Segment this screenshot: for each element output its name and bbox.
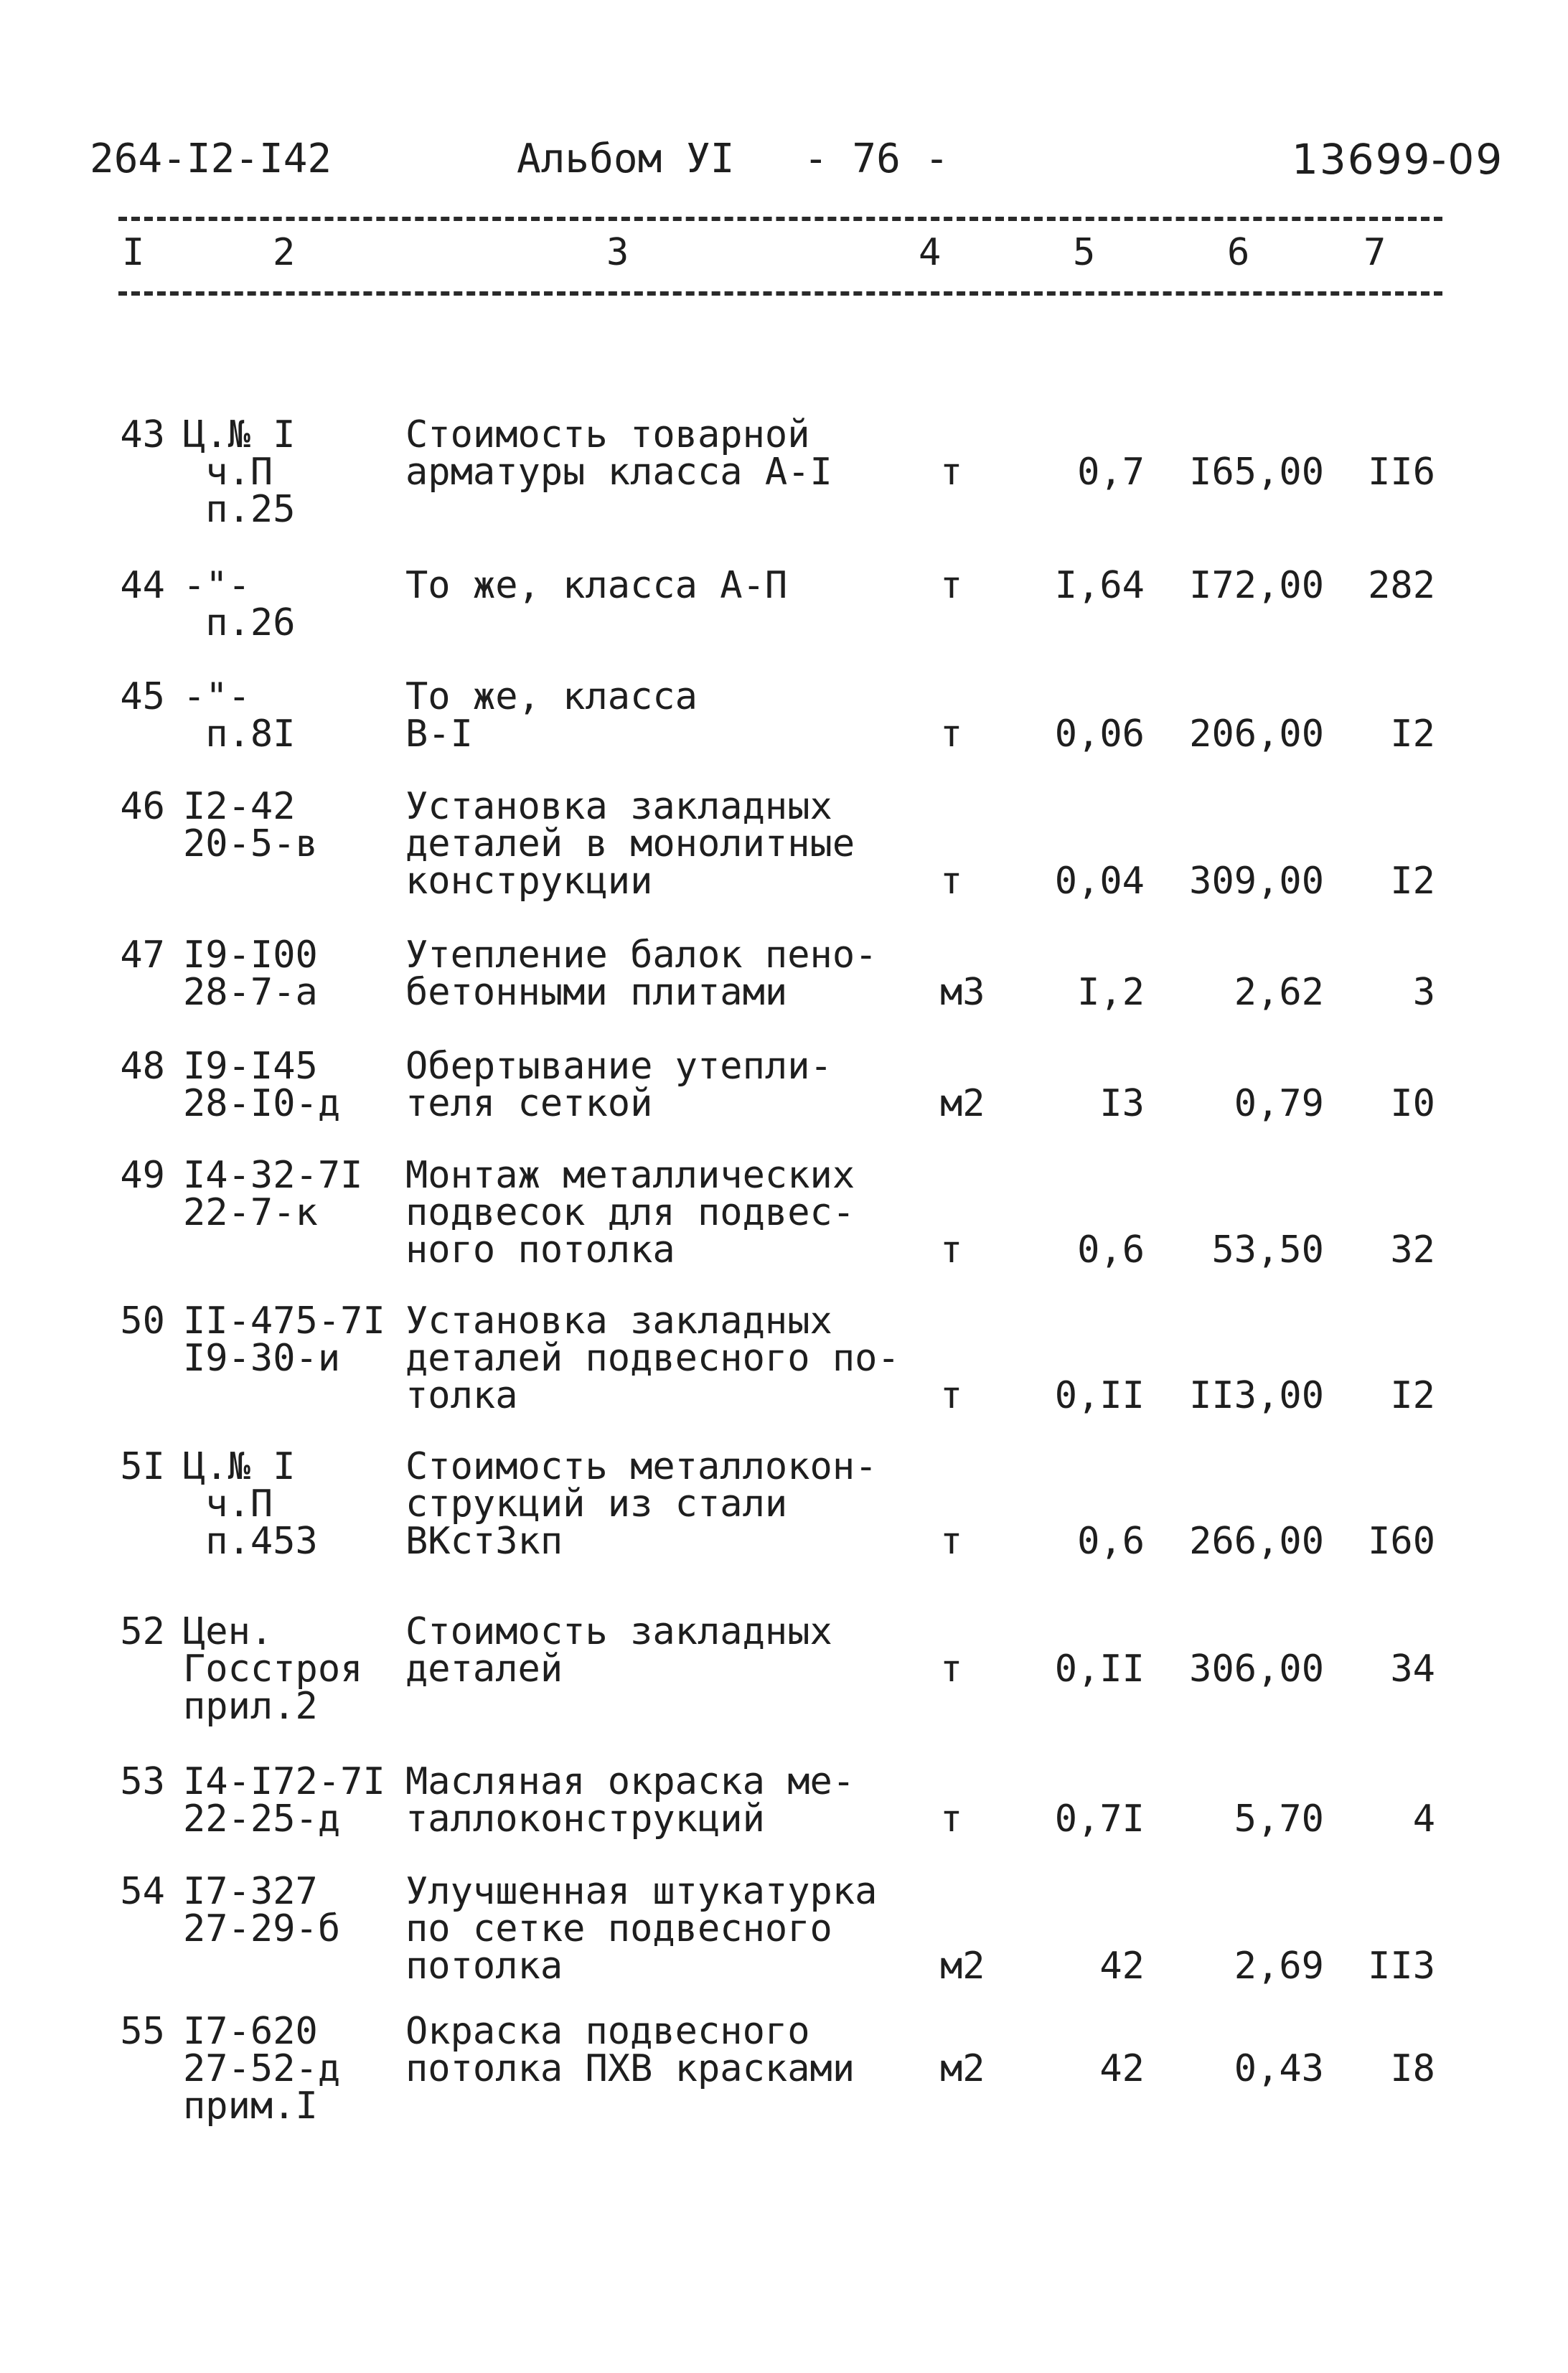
column-header-4: 4 bbox=[919, 231, 942, 274]
column-header-6: 6 bbox=[1227, 231, 1250, 274]
total-cost: 3 bbox=[1412, 971, 1435, 1014]
unit-price: 2,62 bbox=[1234, 971, 1324, 1014]
rate-reference: -"- п.26 bbox=[183, 564, 296, 644]
unit-price: 306,00 bbox=[1189, 1648, 1324, 1691]
row-number: 49 bbox=[120, 1154, 165, 1197]
unit-price: 206,00 bbox=[1189, 713, 1324, 756]
rate-reference: Ц.№ I ч.П п.453 bbox=[183, 1445, 318, 1563]
total-cost: II3 bbox=[1368, 1945, 1435, 1988]
header-divider-bottom bbox=[118, 291, 1442, 296]
work-description: Утепление балок пено- бетонными плитами bbox=[405, 934, 878, 1014]
row-number: 50 bbox=[120, 1300, 165, 1343]
column-header-3: 3 bbox=[606, 231, 629, 274]
unit: т bbox=[940, 1228, 963, 1272]
row-number: 53 bbox=[120, 1760, 165, 1803]
total-cost: I8 bbox=[1390, 2047, 1435, 2090]
unit-price: I65,00 bbox=[1189, 451, 1324, 494]
unit-price: II3,00 bbox=[1189, 1374, 1324, 1417]
unit-price: 5,70 bbox=[1234, 1798, 1324, 1841]
row-number: 48 bbox=[120, 1045, 165, 1088]
column-header-7: 7 bbox=[1363, 231, 1386, 274]
album-label: Альбом УI bbox=[517, 136, 735, 182]
unit: т bbox=[940, 1520, 963, 1563]
unit: м2 bbox=[940, 1945, 985, 1988]
quantity: 42 bbox=[1099, 1945, 1145, 1988]
quantity: 0,06 bbox=[1054, 713, 1145, 756]
total-cost: I2 bbox=[1390, 1374, 1435, 1417]
rate-reference: I4-32-7I 22-7-к bbox=[183, 1154, 363, 1234]
work-description: Окраска подвесного потолка ПХВ красками bbox=[405, 2010, 855, 2090]
work-description: Монтаж металлических подвесок для подвес- ного потолка bbox=[405, 1154, 855, 1272]
work-description: Установка закладных деталей подвесного по- толка bbox=[405, 1300, 900, 1417]
total-cost: 282 bbox=[1368, 564, 1435, 607]
work-description: То же, класса В-I bbox=[405, 675, 698, 756]
work-description: Стоимость металлокон- струкций из стали ВКст3кп bbox=[405, 1445, 878, 1563]
column-header-5: 5 bbox=[1073, 231, 1096, 274]
rate-reference: I7-327 27-29-б bbox=[183, 1870, 341, 1950]
work-description: Обертывание утепли- теля сеткой bbox=[405, 1045, 832, 1125]
total-cost: I2 bbox=[1390, 713, 1435, 756]
total-cost: I2 bbox=[1390, 860, 1435, 903]
rate-reference: I9-I45 28-I0-д bbox=[183, 1045, 341, 1125]
quantity: 42 bbox=[1099, 2047, 1145, 2090]
unit: м3 bbox=[940, 971, 985, 1014]
unit-price: 53,50 bbox=[1211, 1228, 1324, 1272]
row-number: 5I bbox=[120, 1445, 165, 1488]
rate-reference: I2-42 20-5-в bbox=[183, 785, 318, 865]
unit: т bbox=[940, 1648, 963, 1691]
work-description: То же, класса А-П bbox=[405, 564, 788, 607]
quantity: I,64 bbox=[1054, 564, 1145, 607]
document-code: 264-I2-I42 bbox=[90, 136, 332, 182]
unit-price: I72,00 bbox=[1189, 564, 1324, 607]
quantity: 0,7 bbox=[1077, 451, 1145, 494]
total-cost: 32 bbox=[1390, 1228, 1435, 1272]
header-divider-top bbox=[118, 217, 1442, 221]
quantity: I3 bbox=[1099, 1082, 1145, 1125]
rate-reference: Цен. Госстроя прил.2 bbox=[183, 1610, 363, 1728]
unit-price: 266,00 bbox=[1189, 1520, 1324, 1563]
rate-reference: II-475-7I I9-30-и bbox=[183, 1300, 385, 1380]
row-number: 45 bbox=[120, 675, 165, 718]
quantity: 0,6 bbox=[1077, 1520, 1145, 1563]
column-header-1: I bbox=[122, 231, 145, 274]
work-description: Стоимость товарной арматуры класса А-I bbox=[405, 413, 832, 494]
total-cost: I60 bbox=[1368, 1520, 1435, 1563]
rate-reference: I9-I00 28-7-а bbox=[183, 934, 318, 1014]
work-description: Стоимость закладных деталей bbox=[405, 1610, 832, 1691]
unit: т bbox=[940, 1374, 963, 1417]
quantity: I,2 bbox=[1077, 971, 1145, 1014]
unit-price: 309,00 bbox=[1189, 860, 1324, 903]
quantity: 0,7I bbox=[1054, 1798, 1145, 1841]
row-number: 54 bbox=[120, 1870, 165, 1913]
row-number: 55 bbox=[120, 2010, 165, 2053]
unit-price: 0,79 bbox=[1234, 1082, 1324, 1125]
row-number: 47 bbox=[120, 934, 165, 977]
rate-reference: -"- п.8I bbox=[183, 675, 296, 756]
total-cost: II6 bbox=[1368, 451, 1435, 494]
unit-price: 0,43 bbox=[1234, 2047, 1324, 2090]
total-cost: 4 bbox=[1412, 1798, 1435, 1841]
unit: т bbox=[940, 860, 963, 903]
row-number: 43 bbox=[120, 413, 165, 456]
work-description: Масляная окраска ме- таллоконструкций bbox=[405, 1760, 855, 1841]
quantity: 0,II bbox=[1054, 1374, 1145, 1417]
row-number: 52 bbox=[120, 1610, 165, 1653]
total-cost: 34 bbox=[1390, 1648, 1435, 1691]
unit: т bbox=[940, 1798, 963, 1841]
quantity: 0,6 bbox=[1077, 1228, 1145, 1272]
registration-number: 13699-09 bbox=[1292, 135, 1504, 184]
unit: м2 bbox=[940, 1082, 985, 1125]
work-description: Улучшенная штукатурка по сетке подвесного потолка bbox=[405, 1870, 878, 1988]
rate-reference: I4-I72-7I 22-25-д bbox=[183, 1760, 385, 1841]
page-number: - 76 - bbox=[804, 136, 949, 182]
rate-reference: Ц.№ I ч.П п.25 bbox=[183, 413, 296, 531]
unit: т bbox=[940, 451, 963, 494]
work-description: Установка закладных деталей в монолитные конструкции bbox=[405, 785, 855, 903]
unit-price: 2,69 bbox=[1234, 1945, 1324, 1988]
column-header-2: 2 bbox=[273, 231, 296, 274]
rate-reference: I7-620 27-52-д прим.I bbox=[183, 2010, 341, 2128]
total-cost: I0 bbox=[1390, 1082, 1435, 1125]
unit: т bbox=[940, 564, 963, 607]
quantity: 0,II bbox=[1054, 1648, 1145, 1691]
unit: м2 bbox=[940, 2047, 985, 2090]
unit: т bbox=[940, 713, 963, 756]
row-number: 46 bbox=[120, 785, 165, 828]
row-number: 44 bbox=[120, 564, 165, 607]
quantity: 0,04 bbox=[1054, 860, 1145, 903]
